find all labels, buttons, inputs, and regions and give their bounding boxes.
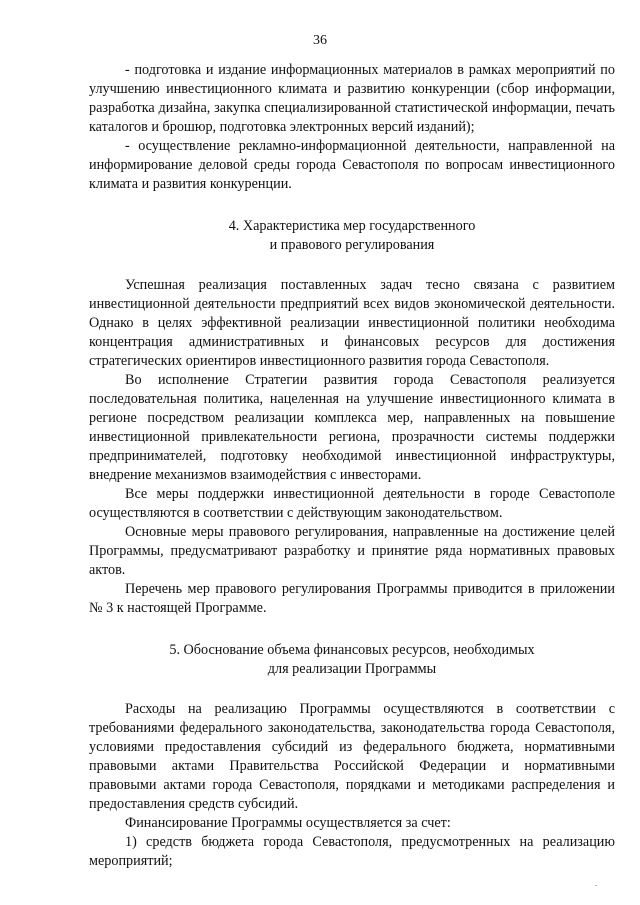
page-number: 36 <box>313 33 327 48</box>
paragraph: Успешная реализация поставленных задач тесно связана с развитием инвестиционной деятельности предприятий всех видов экономической деятельности. Однако в целях эффективной реализации инвестиционной политики необходима концентрация административных и финансовых ресурсов для достижения стратегических ориентиров инвестиционного развития города Севастополя. <box>89 277 615 369</box>
section-4-title-line-1: 4. Характеристика мер государственного <box>228 218 476 234</box>
footer-mark: . <box>595 878 598 888</box>
paragraph: Во исполнение Стратегии развития города Севастополя реализуется последовательная политика, нацеленная на улучшение инвестиционного климата в регионе посредством реализации комплекса мер, направленных на повышение инвестиционной привлекательности региона, прозрачности системы поддержки предпринимателей, подготовку необходимой инвестиционной инфраструктуры, внедрение механизмов взаимодействия с инвесторами. <box>89 372 615 483</box>
paragraph: - осуществление рекламно-информационной деятельности, направленной на информирование деловой среды города Севастополя по вопросам инвестиционного климата и развития конкуренции. <box>89 138 615 192</box>
paragraph: - подготовка и издание информационных материалов в рамках мероприятий по улучшению инвестиционного климата и развитию конкуренции (сбор информации, разработка дизайна, закупка специализированной статистической информации, печать каталогов и брошюр, подготовка электронных версий изданий); <box>89 62 615 135</box>
section-4-title-line-2: и правового регулирования <box>269 237 435 253</box>
section-5-heading <box>89 641 615 679</box>
paragraph: 1) средств бюджета города Севастополя, предусмотренных на реализацию мероприятий; <box>89 834 615 869</box>
paragraph: Перечень мер правового регулирования Программы приводится в приложении № 3 к настоящей Программе. <box>89 581 615 616</box>
section-5-title-line-1: 5. Обоснование объема финансовых ресурсов, необходимых <box>169 642 535 658</box>
paragraph: Расходы на реализацию Программы осуществляются в соответствии с требованиями федерального законодательства, законодательства города Севастополя, условиями предоставления субсидий из федерального бюджета, нормативными правовыми актами Правительства Российской Федерации и нормативными правовыми актами города Севастополя, порядками и методиками распределения и предоставления средств субсидий. <box>89 701 615 812</box>
paragraph: Финансирование Программы осуществляется за счет: <box>125 815 451 831</box>
paragraph: Основные меры правового регулирования, направленные на достижение целей Программы, предусматривают разработку и принятие ряда нормативных правовых актов. <box>89 524 615 578</box>
section-4-heading <box>89 217 615 255</box>
paragraph: Все меры поддержки инвестиционной деятельности в городе Севастополе осуществляются в соответствии с действующим законодательством. <box>89 486 615 521</box>
section-5-title-line-2: для реализации Программы <box>267 661 437 677</box>
page-body <box>89 61 615 871</box>
